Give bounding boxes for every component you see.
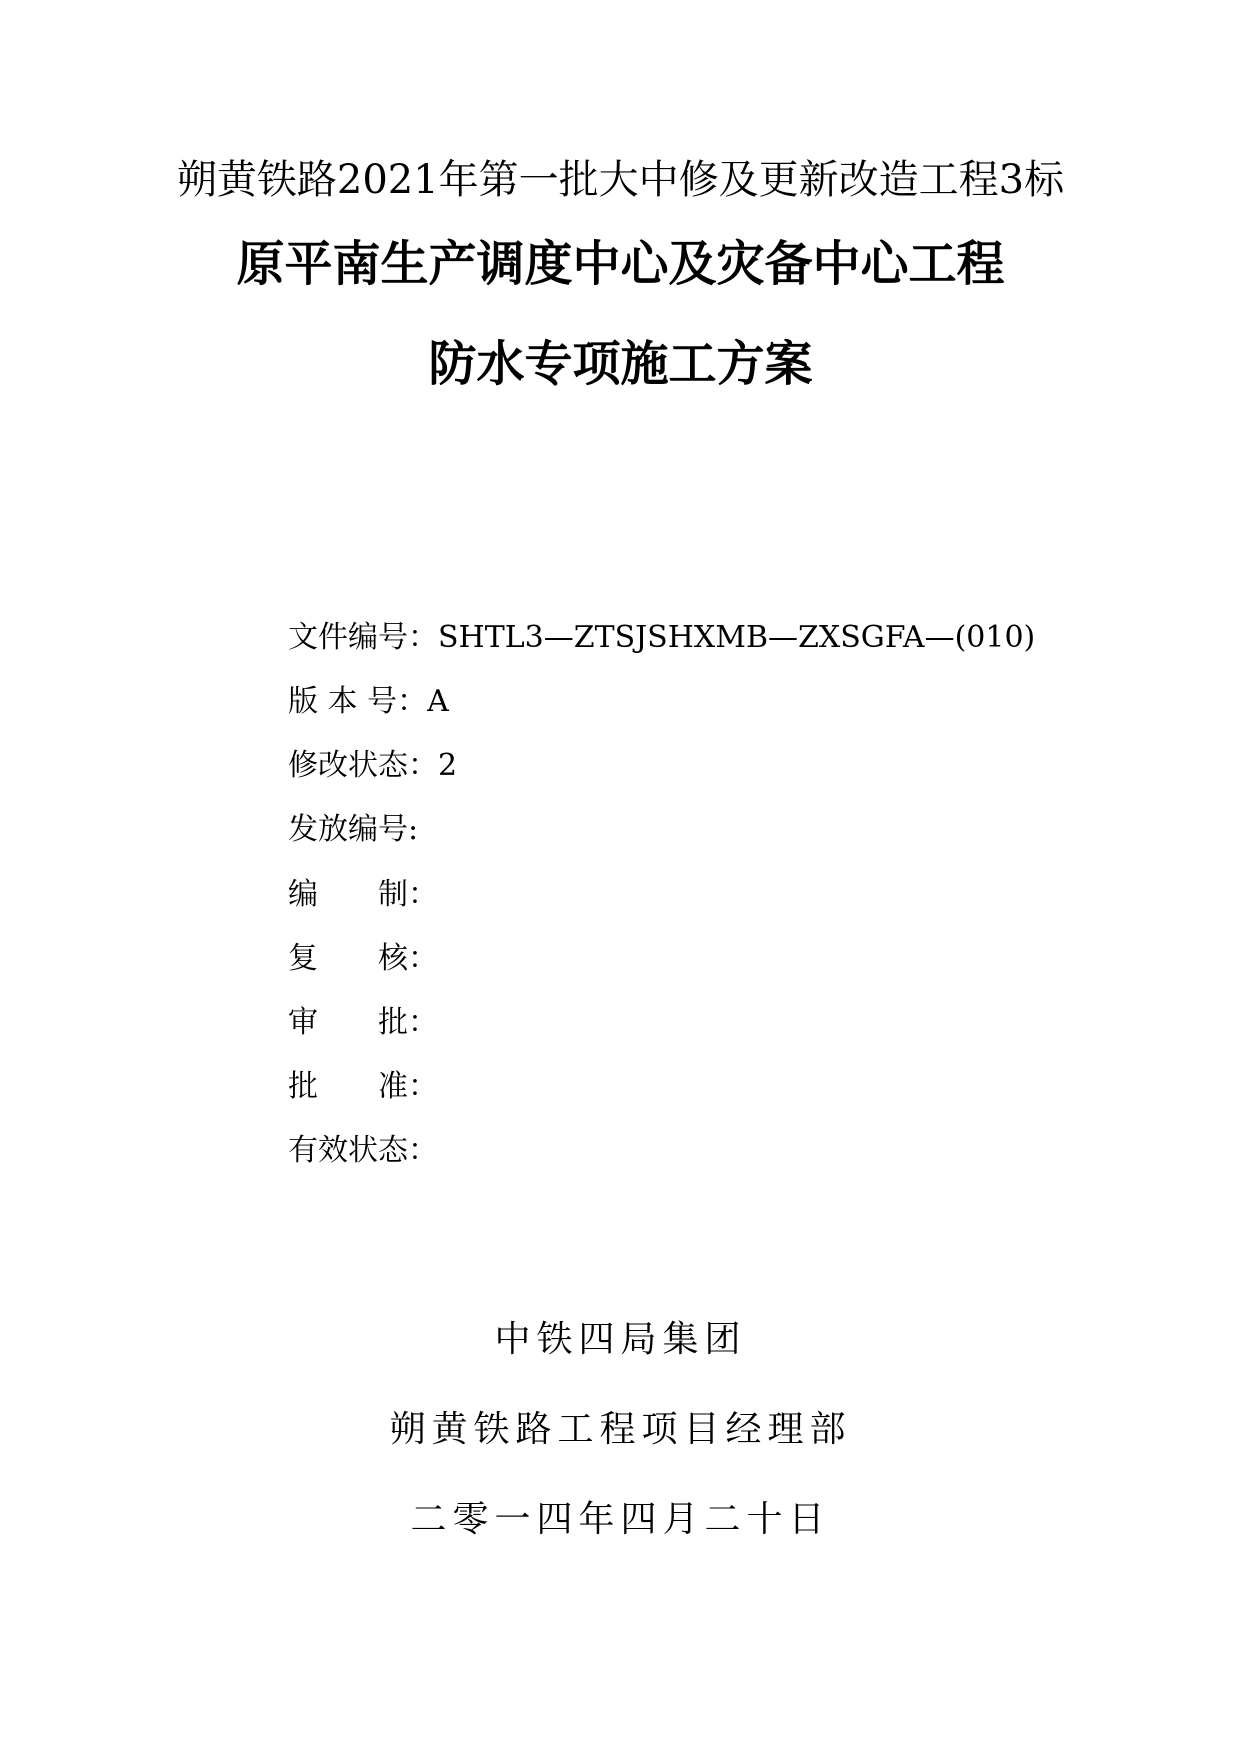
meta-value: A — [427, 684, 449, 719]
meta-row-version — [288, 678, 449, 726]
meta-row-approved-by — [288, 1063, 438, 1111]
meta-label: 复 核： — [288, 941, 438, 976]
meta-label: 批 准： — [288, 1069, 438, 1104]
project-name: 朔黄铁路2021年第一批大中修及更新改造工程3标 — [176, 157, 1065, 203]
meta-row-checked-by — [288, 999, 438, 1047]
meta-row-distribution-number — [288, 806, 418, 854]
meta-label: 版 本 号： — [288, 684, 428, 719]
meta-label: 修改状态： — [288, 748, 438, 783]
document-date: 二零一四年四月二十日 — [410, 1499, 831, 1540]
meta-row-validity-status — [288, 1127, 438, 1175]
department-name: 朔黄铁路工程项目经理部 — [389, 1409, 852, 1450]
meta-label: 编 制： — [288, 877, 438, 912]
meta-value: 2 — [438, 748, 458, 783]
meta-label: 发放编号: — [288, 812, 419, 847]
meta-label: 文件编号： — [288, 620, 438, 655]
meta-label: 审 批： — [288, 1005, 438, 1040]
organization-name: 中铁四局集团 — [494, 1319, 747, 1360]
meta-row-file-number — [288, 614, 1035, 662]
meta-row-prepared-by — [288, 871, 438, 919]
document-title-line-2: 防水专项施工方案 — [428, 336, 813, 392]
meta-label: 有效状态： — [288, 1133, 438, 1168]
meta-row-revision-status — [288, 742, 457, 790]
meta-value: SHTL3—ZTSJSHXMB—ZXSGFA—(010) — [438, 620, 1036, 655]
document-title-line-1: 原平南生产调度中心及灾备中心工程 — [236, 236, 1005, 292]
meta-row-reviewed-by — [288, 935, 438, 983]
